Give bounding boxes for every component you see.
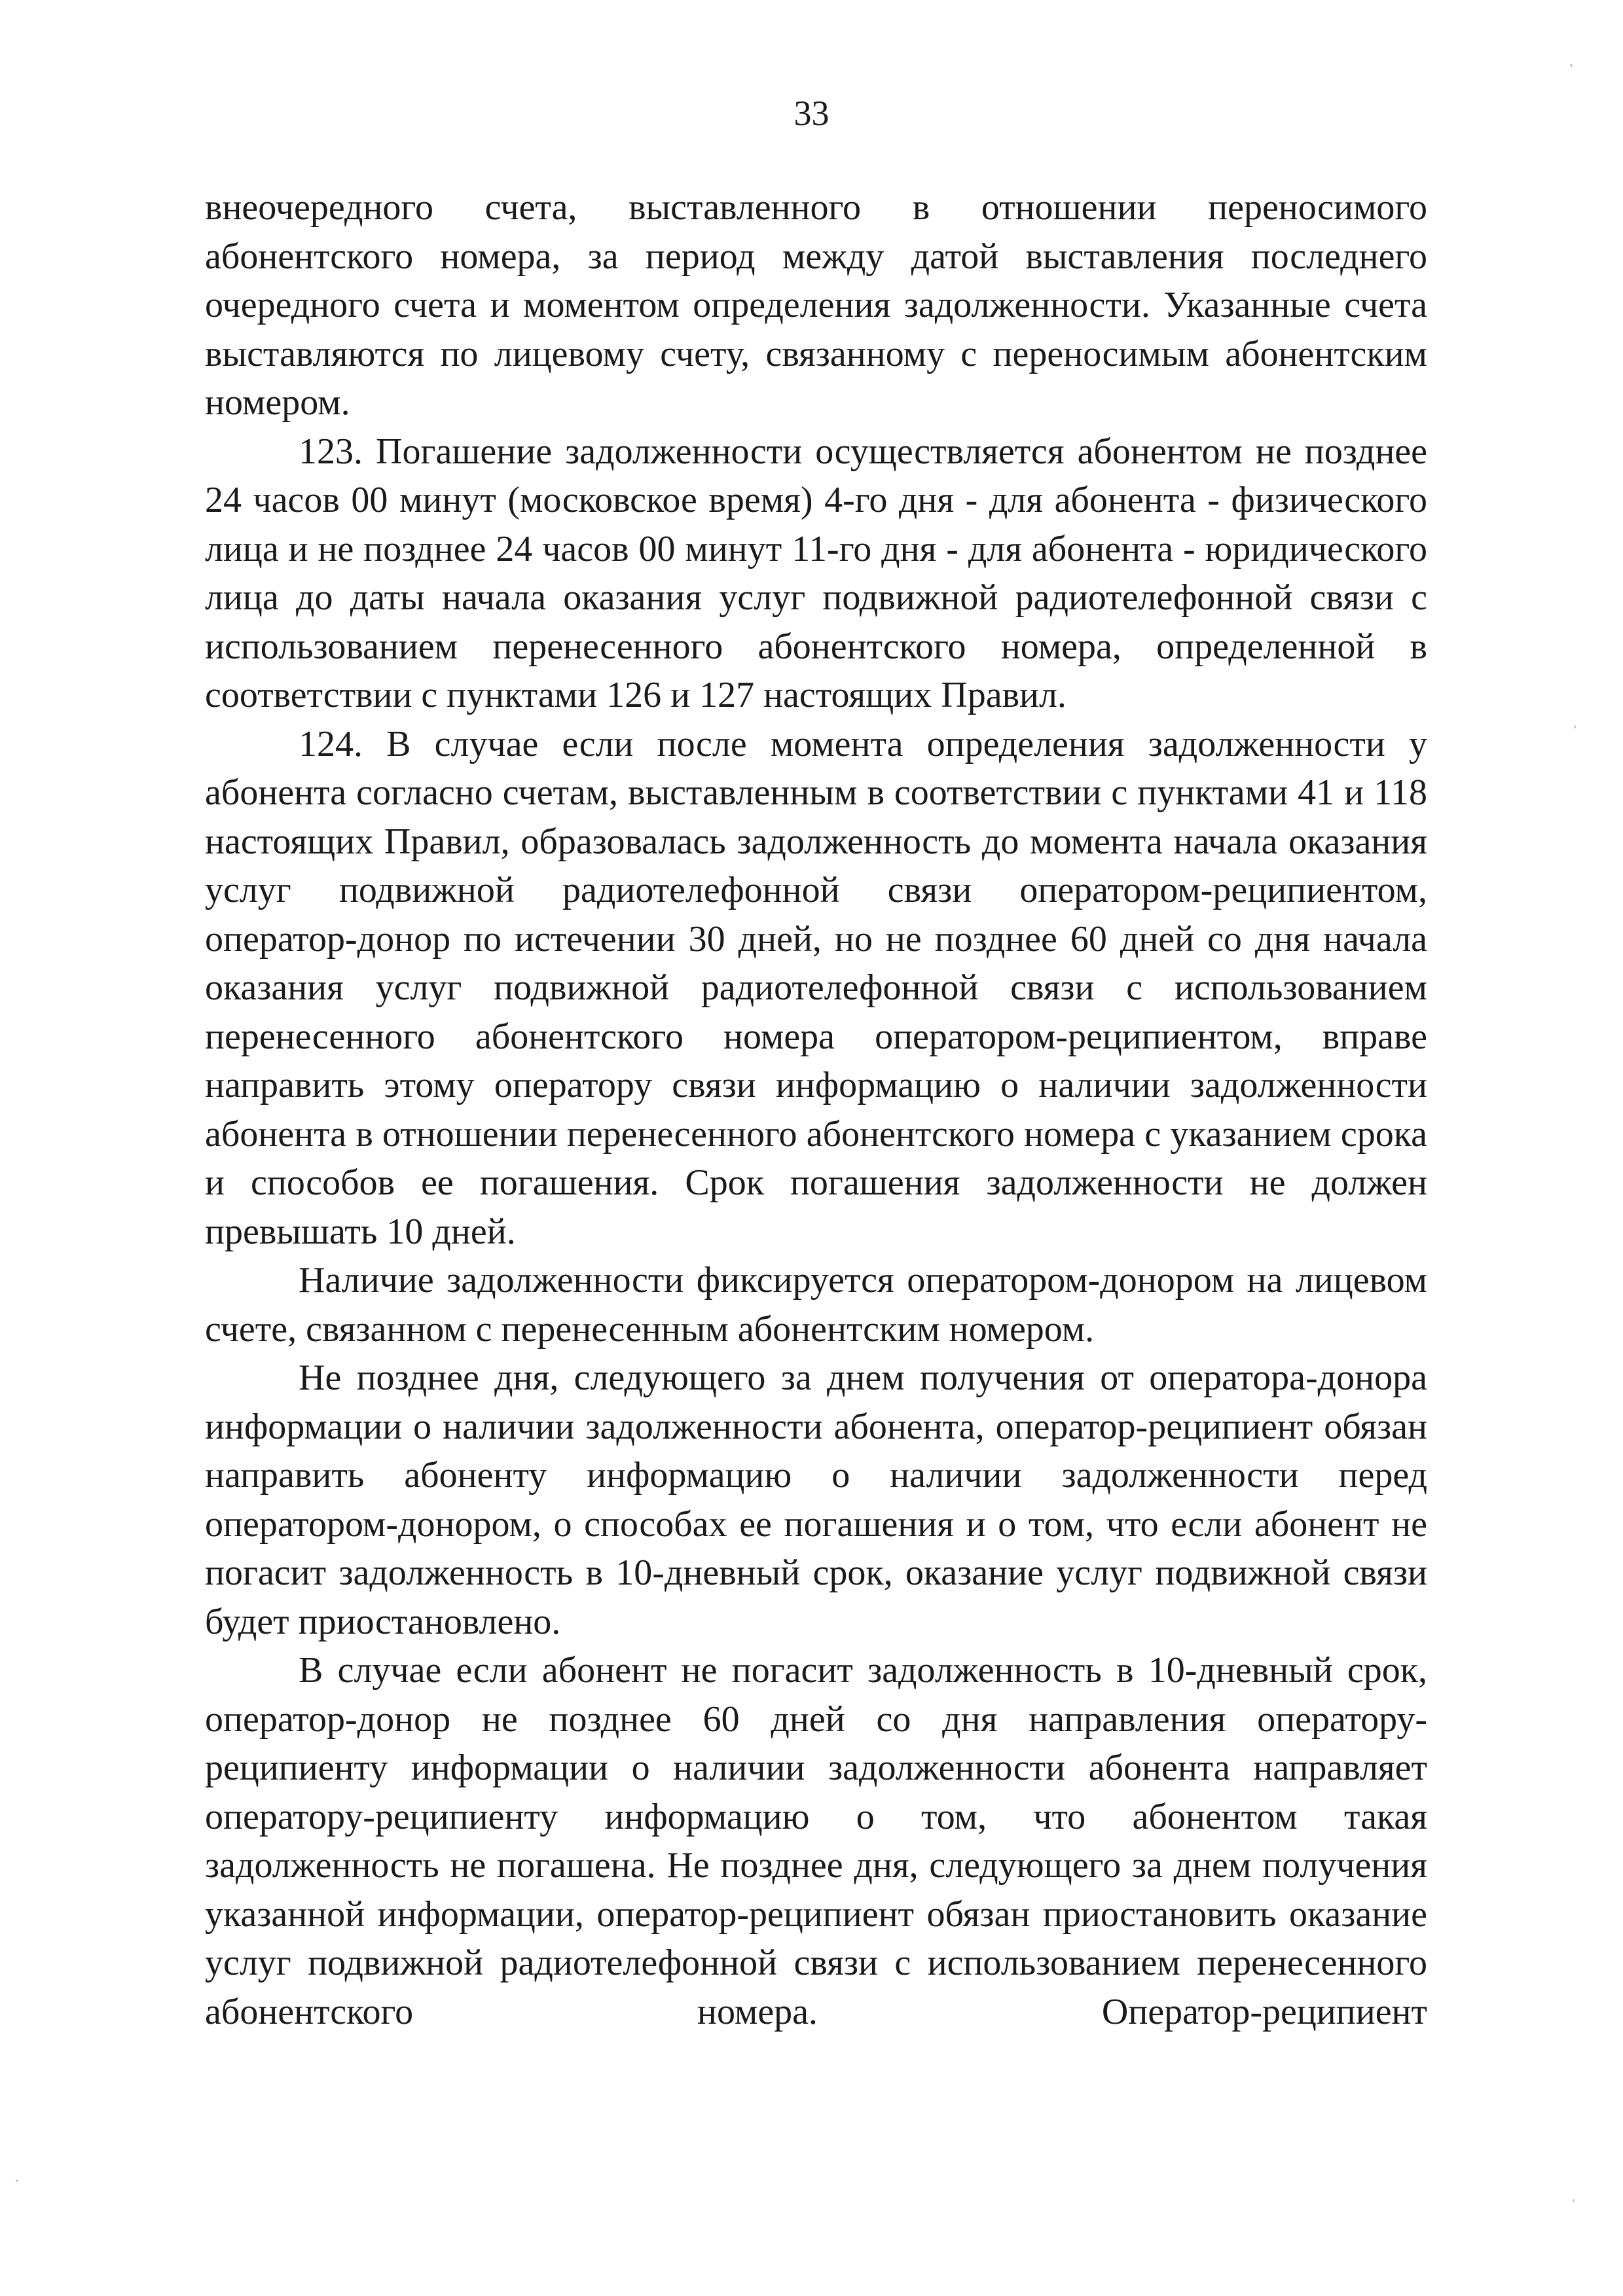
page-number: 33 (793, 94, 830, 133)
paragraph-124-suspension: В случае если абонент не погасит задолженность в 10-дневный срок, оператор-донор не позднее 60 дней со дня направления оператору-реципиенту информации о наличии задолженности абонента направляет оператору-реципиенту информацию о том, что абонентом такая задолженность не погашена. Не позднее дня, следующего за днем получения указанной информации, оператор-реципиент обязан приостановить оказание услуг подвижной радиотелефонной связи с использованием перенесенного абонентского номера. Оператор-реципиент (205, 1650, 1427, 2032)
paragraph-124-notification: Не позднее дня, следующего за днем получения от оператора-донора информации о наличии задолженности абонента, оператор-реципиент обязан направить абоненту информацию о наличии задолженности перед оператором-донором, о способах ее погашения и о том, что если абонент не погасит задолженность в 10-дневный срок, оказание услуг подвижной связи будет приостановлено. (205, 1357, 1427, 1642)
document-body (205, 183, 1427, 2036)
paragraph-124: 124. В случае если после момента определения задолженности у абонента согласно счетам, выставленным в соответствии с пунктами 41 и 118 настоящих Правил, образовалась задолженность до момента начала оказания услуг подвижной радиотелефонной связи оператором-реципиентом, оператор-донор по истечении 30 дней, но не позднее 60 дней со дня начала оказания услуг подвижной радиотелефонной связи с использованием перенесенного абонентского номера оператором-реципиентом, вправе направить этому оператору связи информацию о наличии задолженности абонента в отношении перенесенного абонентского номера с указанием срока и способов ее погашения. Срок погашения задолженности не должен превышать 10 дней. (205, 723, 1427, 1252)
scan-speck (16, 2179, 18, 2182)
scan-speck (1573, 2199, 1575, 2202)
paragraph-124-fixation: Наличие задолженности фиксируется оператором-донором на лицевом счете, связанном с перенесенным абонентским номером. (205, 1260, 1427, 1350)
scan-speck (1570, 64, 1573, 67)
paragraph-123: 123. Погашение задолженности осуществляется абонентом не позднее 24 часов 00 минут (московское время) 4-го дня - для абонента - физического лица и не позднее 24 часов 00 минут 11-го дня - для абонента - юридического лица до даты начала оказания услуг подвижной радиотелефонной связи с использованием перенесенного абонентского номера, определенной в соответствии с пунктами 126 и 127 настоящих Правил. (205, 431, 1427, 715)
scan-speck (1574, 725, 1576, 728)
paragraph-continuation: внеочередного счета, выставленного в отношении переносимого абонентского номера, за период между датой выставления последнего очередного счета и моментом определения задолженности. Указанные счета выставляются по лицевому счету, связанному с переносимым абонентским номером. (205, 187, 1427, 423)
